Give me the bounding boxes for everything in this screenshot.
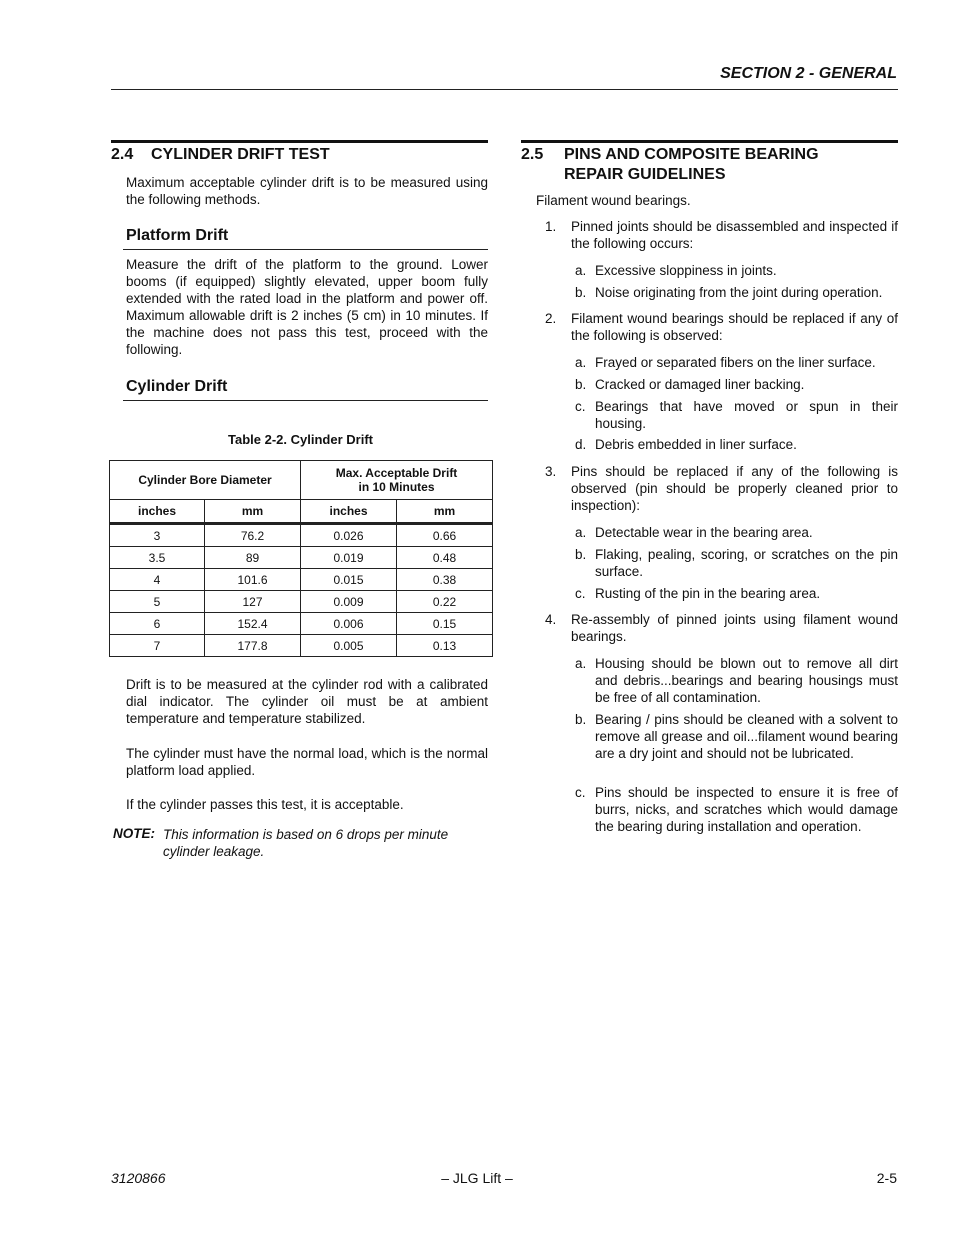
table-cell: 152.4	[205, 613, 301, 635]
platform-drift-heading: Platform Drift	[126, 227, 229, 244]
footer-page-number: 2-5	[876, 1170, 897, 1186]
table-cell: 0.66	[397, 524, 493, 547]
table-cell: 0.13	[397, 635, 493, 657]
sub-item-text: Cracked or damaged liner backing.	[595, 377, 805, 392]
section-title-line1: PINS AND COMPOSITE BEARING	[564, 146, 819, 163]
group-header-max-drift	[301, 461, 493, 500]
sub-item-text: Housing should be blown out to remove all dirt and debris...bearings and bearing housings must be free of all contamination.	[595, 656, 898, 705]
sub-item-letter: a.	[575, 263, 587, 278]
table-row	[110, 635, 493, 657]
sub-item-letter: c.	[575, 399, 586, 414]
table-cell: 6	[110, 613, 205, 635]
note-label: NOTE:	[113, 826, 155, 841]
table-cell: 0.006	[301, 613, 397, 635]
section-number: 2.4	[111, 146, 134, 163]
section-2-5-heading	[521, 145, 898, 185]
sub-item-text: Bearings that have moved or spun in their housing.	[595, 399, 898, 431]
table-cell: 3	[110, 524, 205, 547]
list-item-text: Pins should be replaced if any of the following is observed (pin should be properly cleaned prior to inspection):	[571, 464, 898, 513]
sub-item-text: Frayed or separated fibers on the liner surface.	[595, 355, 876, 370]
sub-item-text: Bearing / pins should be cleaned with a solvent to remove all grease and oil...filament wound bearing are a dry joint and should not be lubricated.	[595, 712, 898, 761]
section-2-4-rule	[111, 140, 488, 143]
table-cell: 0.38	[397, 569, 493, 591]
table-cell: 89	[205, 547, 301, 569]
list-item-text: Filament wound bearings should be replaced if any of the following is observed:	[571, 311, 898, 343]
group-header-max-drift-line2: in 10 Minutes	[358, 480, 435, 494]
table-cell: 177.8	[205, 635, 301, 657]
normal-load-paragraph: The cylinder must have the normal load, which is the normal platform load applied.	[126, 746, 488, 778]
sub-item-letter: b.	[575, 285, 587, 300]
sub-item-letter: c.	[575, 586, 586, 601]
sub-item-text: Excessive sloppiness in joints.	[595, 263, 777, 278]
section-title-line2: REPAIR GUIDELINES	[564, 166, 726, 183]
list-item-number: 3.	[545, 464, 557, 479]
sub-item-letter: a.	[575, 525, 587, 540]
section-2-5-intro: Filament wound bearings.	[536, 193, 691, 208]
list-item-number: 4.	[545, 612, 557, 627]
sub-item-letter: a.	[575, 355, 587, 370]
table-cell: 0.015	[301, 569, 397, 591]
cylinder-drift-heading: Cylinder Drift	[126, 378, 228, 395]
sub-item-text: Detectable wear in the bearing area.	[595, 525, 813, 540]
platform-drift-text: Measure the drift of the platform to the ground. Lower booms (if equipped) slightly elevated, upper boom fully extended with the rated load in the platform and power off. Maximum allowable drift is 2 inches (5 cm) in 10 minutes. If the machine does not pass this test, proceed with the following.	[126, 257, 488, 357]
table-cell: 0.48	[397, 547, 493, 569]
col-header-drift-mm: mm	[397, 500, 493, 524]
sub-item-letter: b.	[575, 712, 587, 727]
table-row	[110, 591, 493, 613]
col-header-drift-inches: inches	[301, 500, 397, 524]
sub-item-letter: a.	[575, 656, 587, 671]
table-cell: 0.026	[301, 524, 397, 547]
sub-item-text: Flaking, pealing, scoring, or scratches on the pin surface.	[595, 547, 898, 579]
table-row	[110, 613, 493, 635]
list-item-text: Pinned joints should be disassembled and inspected if the following occurs:	[571, 219, 898, 251]
acceptable-paragraph: If the cylinder passes this test, it is acceptable.	[126, 797, 404, 812]
table-cell: 0.005	[301, 635, 397, 657]
list-item-number: 1.	[545, 219, 557, 234]
sub-item-letter: b.	[575, 547, 587, 562]
drift-measurement-paragraph: Drift is to be measured at the cylinder rod with a calibrated dial indicator. The cylinder oil must be at ambient temperature and temperature stabilized.	[126, 677, 488, 726]
header-rule	[111, 89, 898, 90]
col-header-bore-mm: mm	[205, 500, 301, 524]
sub-item-text: Rusting of the pin in the bearing area.	[595, 586, 821, 601]
table-cell: 7	[110, 635, 205, 657]
table-caption: Table 2-2. Cylinder Drift	[228, 432, 373, 447]
sub-item-letter: c.	[575, 785, 586, 800]
section-title: CYLINDER DRIFT TEST	[151, 146, 330, 163]
table-cell: 0.15	[397, 613, 493, 635]
footer-center-text: – JLG Lift –	[441, 1170, 513, 1186]
table-cell: 0.009	[301, 591, 397, 613]
section-number: 2.5	[521, 146, 544, 163]
table-cell: 0.22	[397, 591, 493, 613]
platform-drift-rule	[123, 249, 488, 250]
col-header-bore-inches: inches	[110, 500, 205, 524]
cylinder-drift-rule	[123, 400, 488, 401]
list-item-text: Re-assembly of pinned joints using filament wound bearings.	[571, 612, 898, 644]
table-cell: 0.019	[301, 547, 397, 569]
page-header-section-title: SECTION 2 - GENERAL	[720, 65, 897, 82]
table-row	[110, 524, 493, 547]
table-row	[110, 547, 493, 569]
group-header-max-drift-line1: Max. Acceptable Drift	[335, 466, 458, 480]
section-title	[564, 145, 819, 185]
table-cell: 127	[205, 591, 301, 613]
list-item-number: 2.	[545, 311, 557, 326]
table-row	[110, 569, 493, 591]
table-cell: 3.5	[110, 547, 205, 569]
section-2-5-rule	[521, 140, 898, 143]
sub-item-text: Pins should be inspected to ensure it is free of burrs, nicks, and scratches which would damage the bearing during installation and operation.	[595, 785, 898, 834]
sub-item-text: Debris embedded in liner surface.	[595, 437, 797, 452]
table-cell: 4	[110, 569, 205, 591]
table-cell: 101.6	[205, 569, 301, 591]
sub-item-letter: b.	[575, 377, 587, 392]
footer-doc-number: 3120866	[111, 1170, 166, 1186]
sub-item-letter: d.	[575, 437, 587, 452]
section-2-4-heading	[111, 145, 488, 165]
table-cell: 5	[110, 591, 205, 613]
note-text: This information is based on 6 drops per minute cylinder leakage.	[163, 827, 449, 859]
cylinder-drift-table	[109, 460, 493, 657]
section-2-4-intro: Maximum acceptable cylinder drift is to be measured using the following methods.	[126, 175, 488, 207]
sub-item-text: Noise originating from the joint during operation.	[595, 285, 883, 300]
table-cell: 76.2	[205, 524, 301, 547]
group-header-bore-diameter: Cylinder Bore Diameter	[110, 461, 301, 500]
